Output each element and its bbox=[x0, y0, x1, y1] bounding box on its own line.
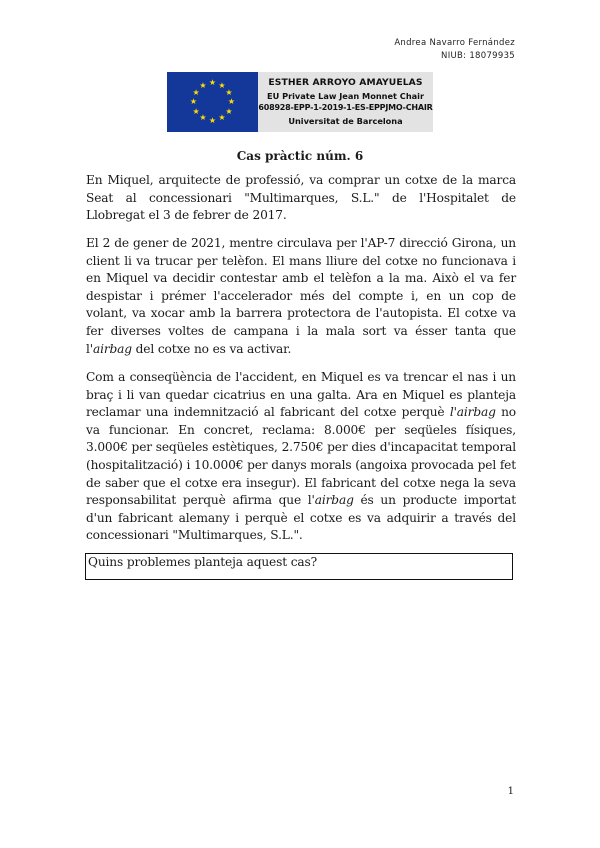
airbag-term: l'airbag bbox=[449, 405, 496, 420]
paragraph-2-text-b: del cotxe no es va activar. bbox=[131, 341, 292, 356]
banner-line-1: ESTHER ARROYO AMAYUELAS bbox=[268, 77, 423, 88]
airbag-term: airbag bbox=[92, 341, 132, 356]
question-box: Quins problemes planteja aquest cas? bbox=[85, 553, 513, 580]
star-icon: ★ bbox=[192, 87, 200, 97]
star-icon: ★ bbox=[208, 116, 217, 125]
star-icon: ★ bbox=[199, 113, 207, 123]
page-title: Cas pràctic núm. 6 bbox=[236, 149, 364, 163]
chair-banner bbox=[167, 72, 433, 132]
paragraph-1: En Miquel, arquitecte de professió, va comprar un cotxe de la marca Seat al concessionari "Multimarques, S.L." de l'Hospitalet de Llobregat el 3 de febrer de 2017. bbox=[86, 173, 516, 223]
star-icon: ★ bbox=[227, 97, 236, 106]
banner-line-4: Universitat de Barcelona bbox=[288, 115, 403, 126]
star-icon: ★ bbox=[225, 87, 233, 97]
star-icon: ★ bbox=[208, 78, 217, 87]
page-number: 1 bbox=[507, 786, 514, 797]
paragraph-2 bbox=[86, 235, 516, 358]
star-icon: ★ bbox=[225, 106, 233, 116]
paragraph-3-text-a: Com a conseqüència de l'accident, en Miquel es va trencar el nas i un braç i li van quedar cicatrius en una galta. Ara en Miquel es planteja reclamar una indemnització al fabricant del cotxe perquè bbox=[86, 370, 516, 420]
star-icon: ★ bbox=[199, 80, 207, 90]
star-icon: ★ bbox=[189, 97, 198, 106]
banner-line-2: EU Private Law Jean Monnet Chair bbox=[266, 90, 425, 101]
eu-flag-icon bbox=[167, 72, 258, 132]
paragraph-3-text-c: és un producte importat d'un fabricant alemany i perquè el cotxe es va adquirir a través del concessionari "Multimarques, S.L.". bbox=[86, 493, 516, 543]
airbag-term: airbag bbox=[314, 493, 354, 508]
author-block bbox=[394, 37, 515, 63]
banner-line-3: 608928-EPP-1-2019-1-ES-EPPJMO-CHAIR bbox=[258, 103, 433, 112]
paragraph-3-text-b: no va funcionar. En concret, reclama: 8.000€ per seqüeles físiques, 3.000€ per seqüeles estètiques, 2.750€ per dies d'incapacitat temporal (hospitalització) i 10.000€ per danys morals (angoixa provocada pel fet de saber que el cotxe era insegur). El fabricant del cotxe nega la seva responsabilitat perquè afirma que l' bbox=[86, 405, 516, 508]
banner-text bbox=[258, 72, 433, 132]
star-icon: ★ bbox=[192, 106, 200, 116]
star-icon: ★ bbox=[218, 80, 226, 90]
paragraph-3 bbox=[86, 369, 516, 545]
author-name: Andrea Navarro Fernández bbox=[394, 38, 515, 48]
author-niub: NIUB: 18079935 bbox=[441, 51, 515, 61]
star-icon: ★ bbox=[218, 113, 226, 123]
paragraph-2-text-a: El 2 de gener de 2021, mentre circulava per l'AP-7 direcció Girona, un client li va trucar per telèfon. El mans lliure del cotxe no funcionava i en Miquel va decidir contestar amb el telèfon a la ma. Això el va fer despistar i prémer l'accelerador més del compte i, en un cop de volant, va xocar amb la barrera protectora de l'autopista. El cotxe va fer diverses voltes de campana i la mala sort va ésser tanta que l' bbox=[86, 236, 516, 356]
